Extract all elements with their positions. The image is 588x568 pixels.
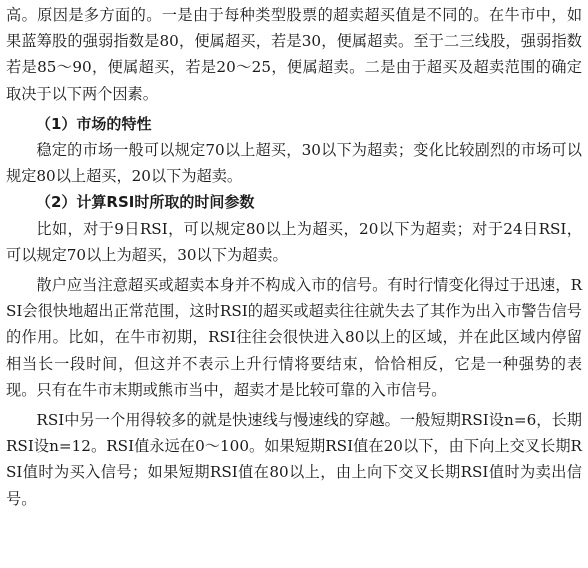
paragraph-fast-slow-crossover: RSI中另一个用得较多的就是快速线与慢速线的穿越。一般短期RSI设n=6，长期RSI设n=12。RSI值永远在0～100。如果短期RSI值在20以下，由下向上交叉长期RSI值时为买入信号；如果短期RSI值在80以上，由上向下交叉长期RSI值时为卖出信号。 — [6, 411, 582, 508]
paragraph-entry-signal-warning: 散户应当注意超买或超卖本身并不构成入市的信号。有时行情变化得过于迅速，RSI会很快地超出正常范围，这时RSI的超买或超卖往往就失去了其作为出入市警告信号的作用。比如，在牛市初期，RSI往往会很快进入80以上的区域，并在此区域内停留相当长一段时间，但这并不表示上升行情将要结束，恰恰相反，它是一种强势的表现。只有在牛市末期或熊市当中，超卖才是比较可靠的入市信号。 — [6, 276, 582, 399]
heading-time-parameter: （2）计算RSI时所取的时间参数 — [36, 193, 255, 212]
paragraph-market-thresholds: 稳定的市场一般可以规定70以上超买，30以下为超卖；变化比较剧烈的市场可以规定80以上超买，20以下为超卖。 — [6, 141, 582, 186]
paragraph-rsi-period-examples: 比如，对于9日RSI，可以规定80以上为超买，20以下为超卖；对于24日RSI，可以规定70以上为超买，30以下为超卖。 — [6, 219, 582, 264]
paragraph-overbought-values: 高。原因是多方面的。一是由于每种类型股票的超卖超买值是不同的。在牛市中，如果蓝筹股的强弱指数是80，便属超买，若是30，便属超卖。至于二三线股，强弱指数若是85～90，便属超买，若是20～25，便属超卖。二是由于超买及超卖范围的确定取决于以下两个因素。 — [6, 6, 582, 103]
heading-market-characteristics: （1）市场的特性 — [36, 114, 152, 133]
